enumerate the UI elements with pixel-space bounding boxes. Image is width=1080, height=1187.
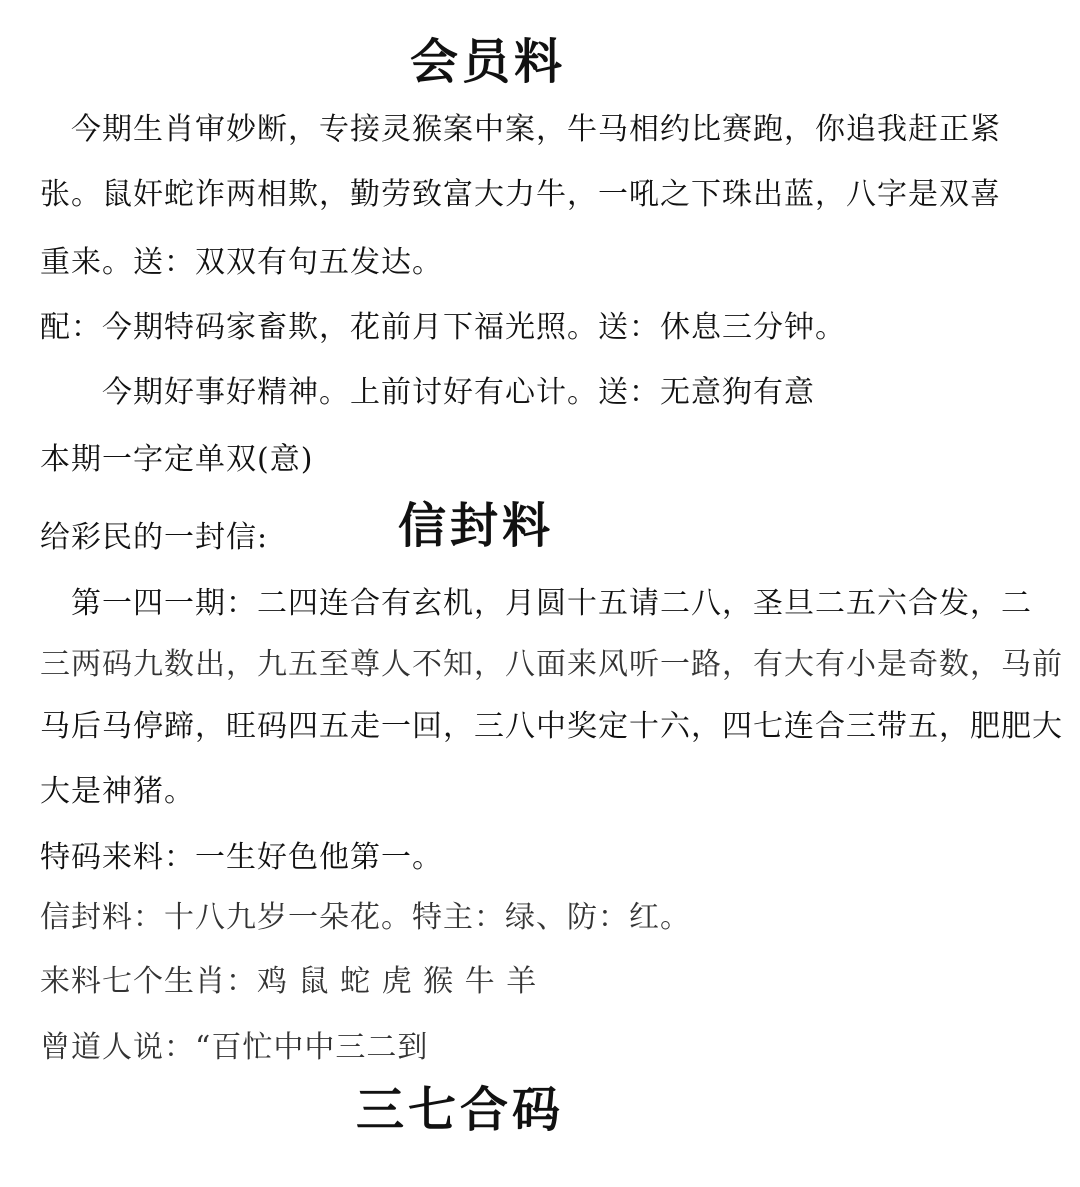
section-title-xinfeng: 信封料 bbox=[398, 498, 555, 554]
letter-line-4: 大是神猪。 bbox=[40, 774, 195, 809]
pei-line: 配：今期特码家畜欺，花前月下福光照。送：休息三分钟。 bbox=[40, 310, 846, 345]
pei-line-2: 今期好事好精神。上前讨好有心计。送：无意狗有意 bbox=[40, 375, 815, 410]
para-line-2: 张。鼠奸蛇诈两相欺，勤劳致富大力牛，一吼之下珠出蓝，八字是双喜 bbox=[40, 177, 1001, 212]
zengdao-line: 曾道人说：“百忙中中三二到 bbox=[40, 1030, 429, 1065]
xinfeng-line: 信封料：十八九岁一朵花。特主：绿、防：红。 bbox=[40, 900, 691, 935]
tema-line: 特码来料：一生好色他第一。 bbox=[40, 840, 443, 875]
para-line-1: 今期生肖审妙断，专接灵猴案中案，牛马相约比赛跑，你追我赶正紧 bbox=[40, 112, 1001, 147]
letter-line-3: 马后马停蹄，旺码四五走一回，三八中奖定十六，四七连合三带五，肥肥大 bbox=[40, 709, 1063, 744]
letter-line-2: 三两码九数出，九五至尊人不知，八面来风听一路，有大有小是奇数，马前 bbox=[40, 647, 1063, 682]
section-title-sanqi: 三七合码 bbox=[356, 1082, 565, 1138]
single-double-line: 本期一字定单双(意) bbox=[40, 442, 314, 477]
letter-line-1: 第一四一期：二四连合有玄机，月圆十五请二八，圣旦二五六合发，二 bbox=[40, 586, 1032, 621]
seven-zodiac-line: 来料七个生肖：鸡 鼠 蛇 虎 猴 牛 羊 bbox=[40, 964, 538, 999]
para-line-3: 重来。送：双双有句五发达。 bbox=[40, 245, 443, 280]
section-title-huiyuan: 会员料 bbox=[410, 34, 567, 90]
letter-label: 给彩民的一封信: bbox=[40, 520, 269, 555]
